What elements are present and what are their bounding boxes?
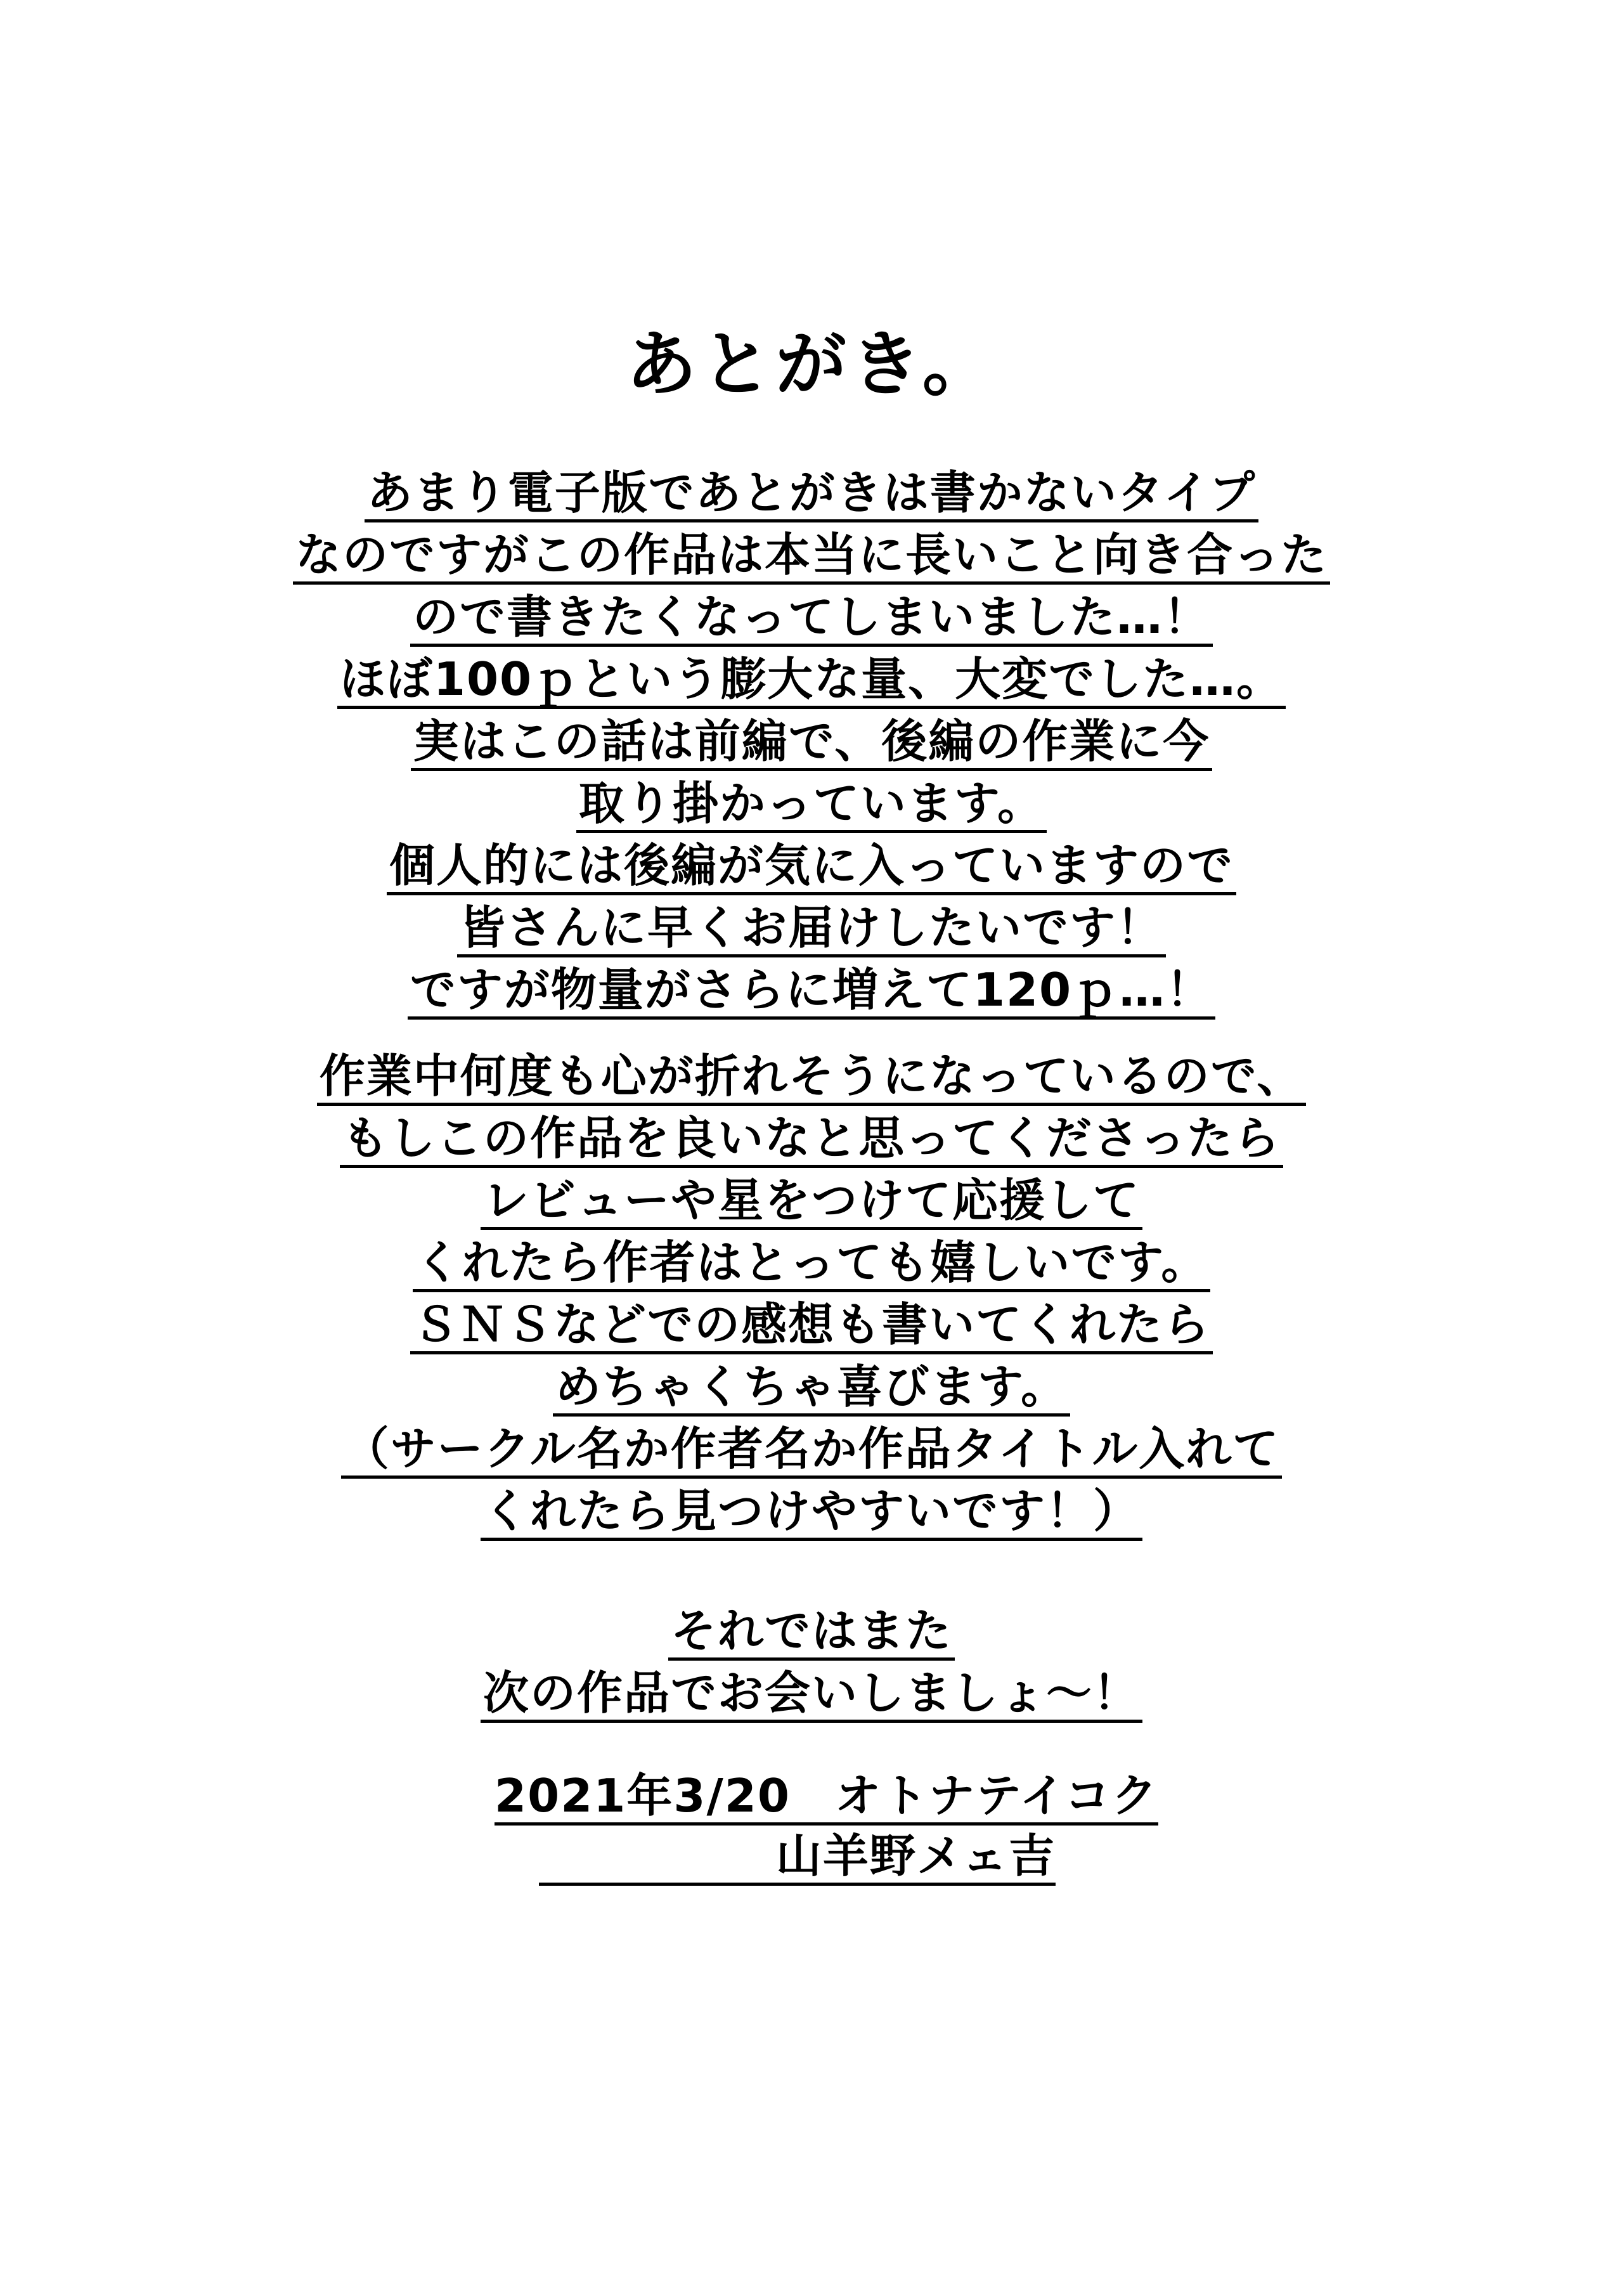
text-line-content: 皆さんに早くお届けしたいです！: [457, 901, 1166, 957]
text-line-content: めちゃくちゃ喜びます。: [553, 1360, 1070, 1417]
text-line: [0, 839, 1623, 901]
text-line: [0, 1484, 1623, 1547]
text-line: [0, 1236, 1623, 1298]
text-line: [0, 1174, 1623, 1236]
text-line-content: （サークル名か作者名か作品タイトル入れて: [341, 1422, 1282, 1479]
text-line-content: ほぼ100ｐという膨大な量、大変でした…。: [337, 652, 1286, 709]
text-line-content: くれたら作者はとっても嬉しいです。: [413, 1236, 1211, 1292]
signature-author-line: [539, 1829, 1056, 1886]
text-line-content: ので書きたくなってしまいました…！: [410, 590, 1213, 647]
text-line-content: あまり電子版であとがきは書かないタイプ: [365, 466, 1258, 522]
text-line: [0, 590, 1623, 652]
text-line-content: 実はこの話は前編で、後編の作業に今: [411, 715, 1213, 771]
text-line: [0, 652, 1623, 715]
text-line-content: 個人的には後編が気に入っていますので: [387, 839, 1236, 895]
text-line: [0, 901, 1623, 963]
text-line-content: 次の作品でお会いしましょ～！: [481, 1666, 1142, 1723]
text-line-content: なのですがこの作品は本当に長いこと向き合った: [293, 528, 1330, 585]
text-line-content: もしこの作品を良いなと思ってくださったら: [340, 1112, 1283, 1168]
signature-author: 山羊野メェ吉: [775, 1829, 1056, 1883]
text-line: [0, 466, 1623, 528]
text-line-content: くれたら見つけやすいです！）: [481, 1484, 1142, 1541]
text-line: [0, 777, 1623, 839]
page-title: あとがき。: [626, 323, 997, 406]
signature-date-line: [495, 1769, 1158, 1826]
paragraph-1: [0, 466, 1623, 1025]
paragraph-3: [0, 1604, 1623, 1728]
text-line-content: それではまた: [668, 1604, 955, 1661]
signature-date: 2021年3/20: [495, 1769, 791, 1822]
paragraph-2: [0, 1049, 1623, 1547]
text-line-content: 取り掛かっています。: [576, 777, 1047, 833]
text-line: [0, 1666, 1623, 1728]
text-line: [0, 1422, 1623, 1484]
text-line: [0, 715, 1623, 777]
text-line-content: ですが物量がさらに増えて120ｐ…！: [408, 963, 1215, 1020]
text-line: [0, 1604, 1623, 1666]
text-line: [0, 963, 1623, 1025]
text-line-content: 作業中何度も心が折れそうになっているので、: [317, 1049, 1307, 1106]
text-line: [0, 1360, 1623, 1422]
text-line: [0, 1112, 1623, 1174]
signature-circle: オトナテイコク: [834, 1769, 1159, 1822]
text-line: [0, 1298, 1623, 1360]
text-line: [0, 1049, 1623, 1112]
text-line-content: レビューや星をつけて応援して: [481, 1174, 1142, 1230]
text-line: [0, 528, 1623, 590]
text-line-content: ＳＮＳなどでの感想も書いてくれたら: [410, 1298, 1213, 1354]
